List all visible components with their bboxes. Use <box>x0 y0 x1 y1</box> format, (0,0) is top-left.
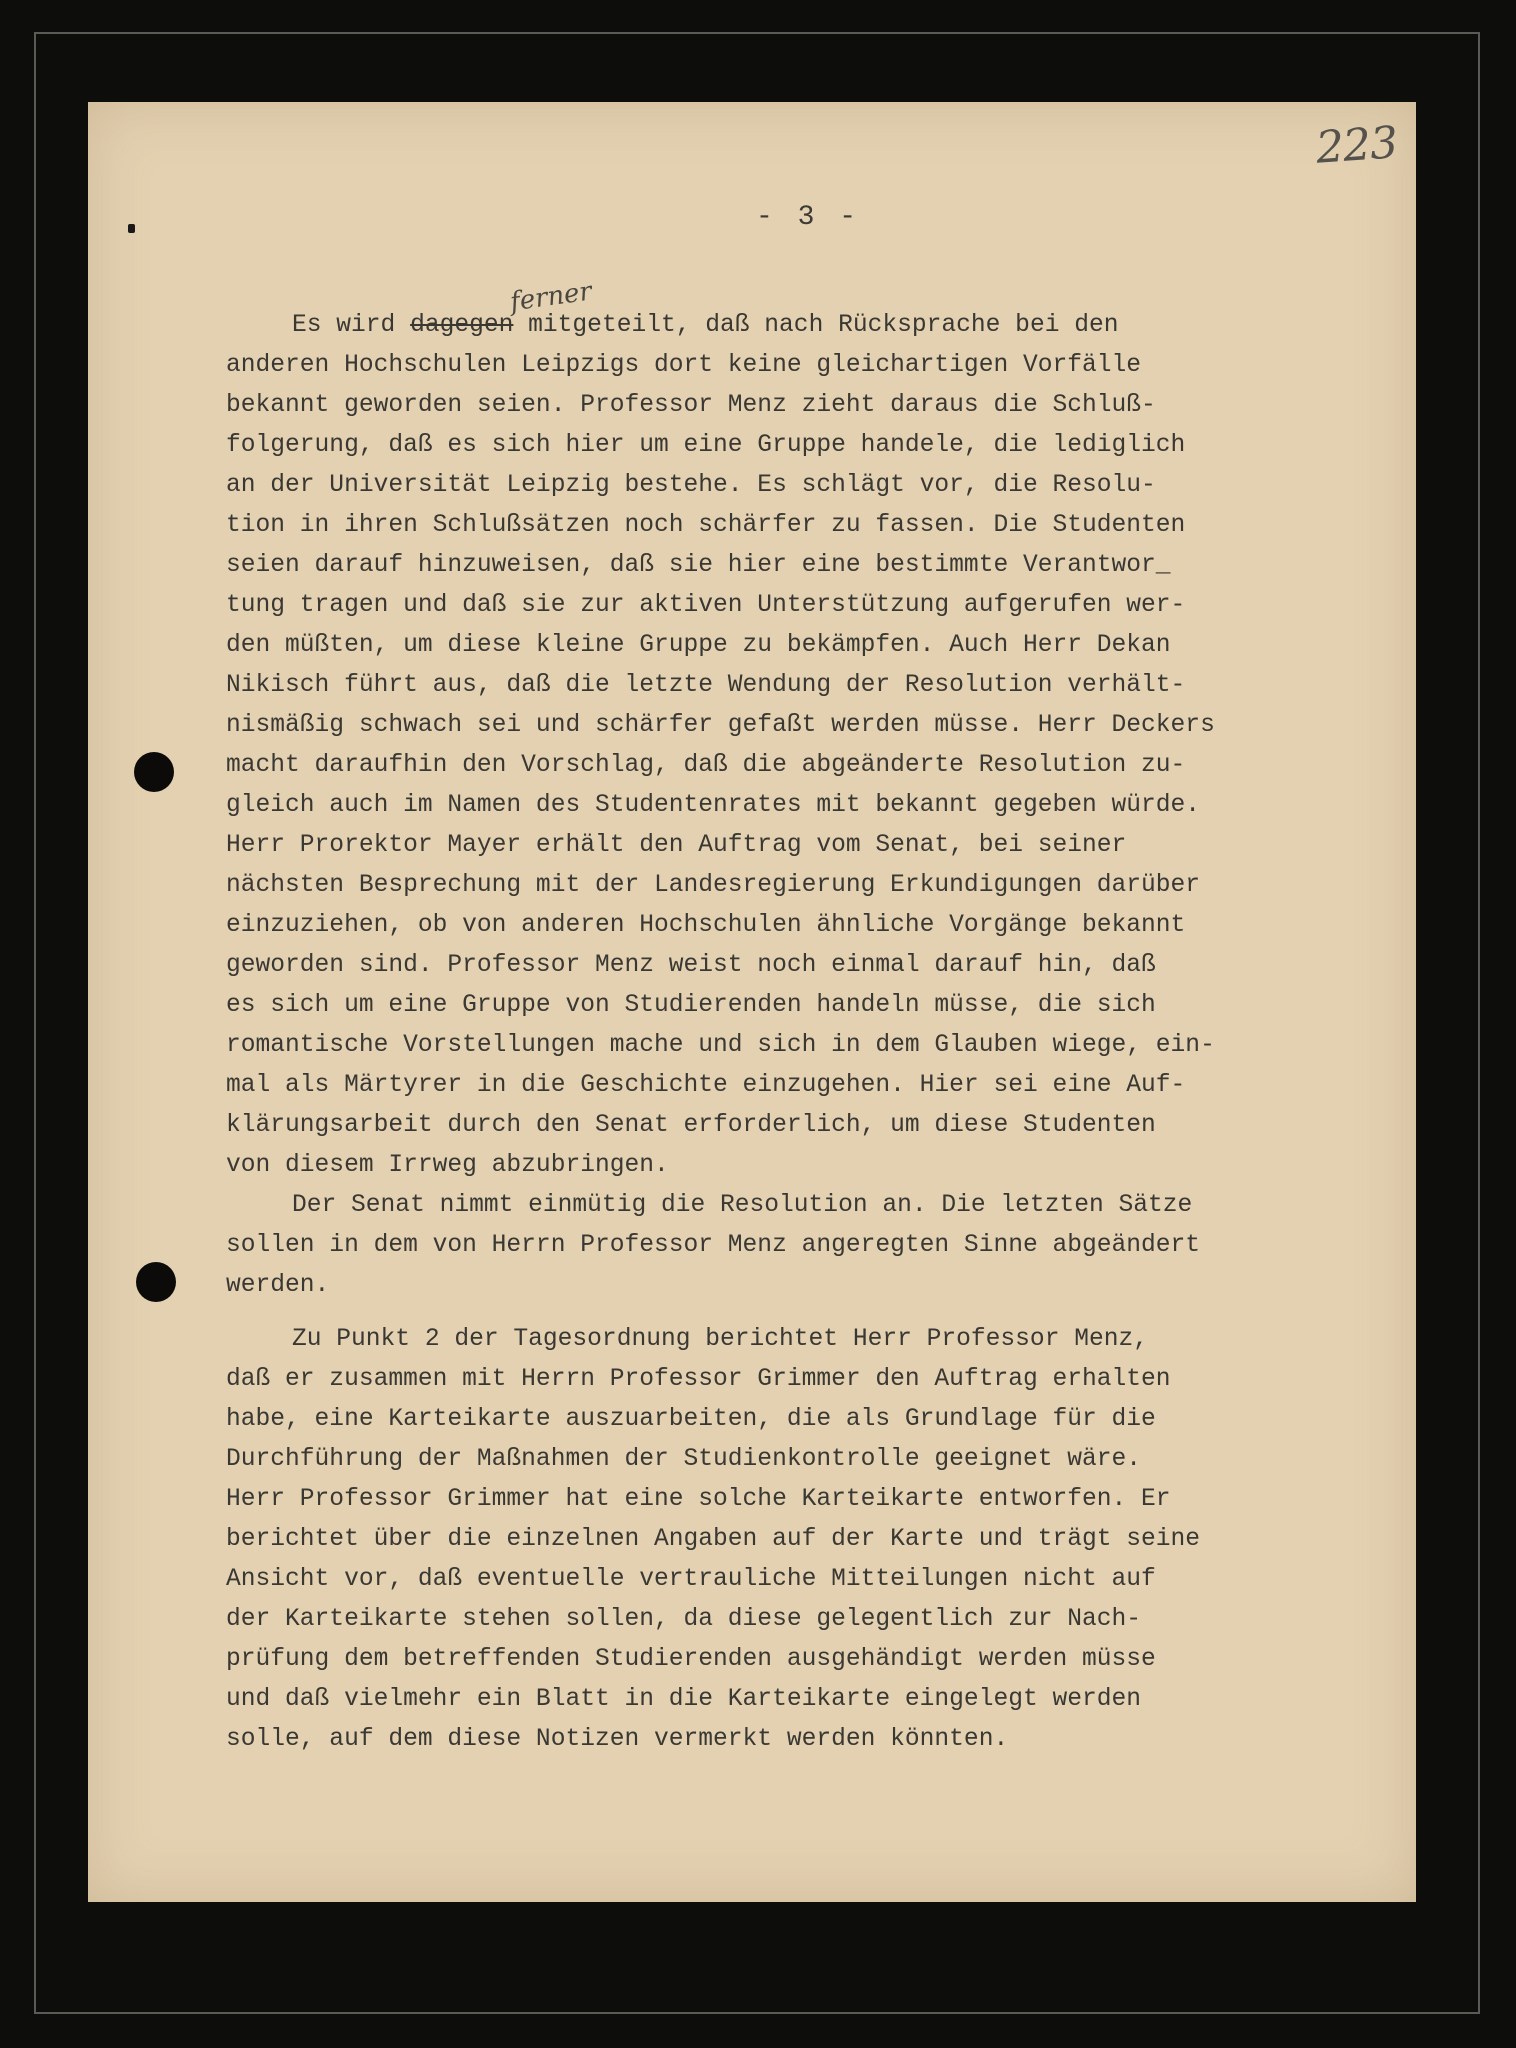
text-line: prüfung dem betreffenden Studierenden ausgehändigt werden müsse <box>226 1646 1156 1673</box>
text-line: macht daraufhin den Vorschlag, daß die abgeänderte Resolution zu- <box>226 752 1186 779</box>
text-line: von diesem Irrweg abzubringen. <box>226 1152 669 1179</box>
text-line: tion in ihren Schlußsätzen noch schärfer zu fassen. Die Studenten <box>226 512 1186 539</box>
text-line: gleich auch im Namen des Studentenrates mit bekannt gegeben würde. <box>226 792 1201 819</box>
text-line: den müßten, um diese kleine Gruppe zu bekämpfen. Auch Herr Dekan <box>226 632 1171 659</box>
text-line: mal als Märtyrer in die Geschichte einzugehen. Hier sei eine Auf- <box>226 1072 1186 1099</box>
document-text <box>226 306 1402 1760</box>
folio-number: 223 <box>1314 117 1399 174</box>
paragraph <box>226 1186 1402 1306</box>
text-line: daß er zusammen mit Herrn Professor Grimmer den Auftrag erhalten <box>226 1366 1171 1393</box>
text-line: Ansicht vor, daß eventuelle vertrauliche Mitteilungen nicht auf <box>226 1566 1156 1593</box>
text-line: Zu Punkt 2 der Tagesordnung berichtet Herr Professor Menz, <box>292 1326 1149 1353</box>
text-line: an der Universität Leipzig bestehe. Es schlägt vor, die Resolu- <box>226 472 1156 499</box>
text-line: klärungsarbeit durch den Senat erforderlich, um diese Studenten <box>226 1112 1156 1139</box>
punch-hole-lower <box>136 1262 176 1302</box>
text-line: berichtet über die einzelnen Angaben auf der Karte und trägt seine <box>226 1526 1201 1553</box>
text-line: seien darauf hinzuweisen, daß sie hier eine bestimmte Verantwor_ <box>226 552 1171 579</box>
text-line: folgerung, daß es sich hier um eine Gruppe handele, die lediglich <box>226 432 1186 459</box>
text-line: Nikisch führt aus, daß die letzte Wendung der Resolution verhält- <box>226 672 1186 699</box>
text-line: habe, eine Karteikarte auszuarbeiten, die als Grundlage für die <box>226 1406 1156 1433</box>
text-line: der Karteikarte stehen sollen, da diese gelegentlich zur Nach- <box>226 1606 1142 1633</box>
text-line: geworden sind. Professor Menz weist noch einmal darauf hin, daß <box>226 952 1156 979</box>
text-line: Es wird dagegen mitgeteilt, daß nach Rücksprache bei den <box>292 312 1119 339</box>
text-line: bekannt geworden seien. Professor Menz zieht daraus die Schluß- <box>226 392 1156 419</box>
struck-word: dagegen <box>410 312 514 339</box>
text-line: sollen in dem von Herrn Professor Menz angeregten Sinne abgeändert <box>226 1232 1201 1259</box>
paragraph <box>226 1320 1402 1760</box>
text-line: einzuziehen, ob von anderen Hochschulen ähnliche Vorgänge bekannt <box>226 912 1186 939</box>
text-line: nismäßig schwach sei und schärfer gefaßt werden müsse. Herr Deckers <box>226 712 1215 739</box>
paragraph-gap <box>292 1306 1402 1320</box>
text-line: Der Senat nimmt einmütig die Resolution an. Die letzten Sätze <box>292 1192 1193 1219</box>
handwritten-insertion: ferner <box>508 276 594 318</box>
paragraph <box>226 306 1402 1186</box>
text-line: Durchführung der Maßnahmen der Studienkontrolle geeignet wäre. <box>226 1446 1142 1473</box>
text-line: anderen Hochschulen Leipzigs dort keine gleichartigen Vorfälle <box>226 352 1142 379</box>
text-line: Herr Prorektor Mayer erhält den Auftrag vom Senat, bei seiner <box>226 832 1127 859</box>
text-line: Herr Professor Grimmer hat eine solche Karteikarte entworfen. Er <box>226 1486 1171 1513</box>
text-line: nächsten Besprechung mit der Landesregierung Erkundigungen darüber <box>226 872 1201 899</box>
margin-mark <box>128 224 135 233</box>
text-line: romantische Vorstellungen mache und sich in dem Glauben wiege, ein- <box>226 1032 1215 1059</box>
text-line: tung tragen und daß sie zur aktiven Unterstützung aufgerufen wer- <box>226 592 1186 619</box>
page-number: - 3 - <box>756 202 861 233</box>
text-line: und daß vielmehr ein Blatt in die Karteikarte eingelegt werden <box>226 1686 1142 1713</box>
text-line: es sich um eine Gruppe von Studierenden handeln müsse, die sich <box>226 992 1156 1019</box>
text-line: solle, auf dem diese Notizen vermerkt werden könnten. <box>226 1726 1009 1753</box>
punch-hole-upper <box>134 752 174 792</box>
text-line: werden. <box>226 1272 330 1299</box>
